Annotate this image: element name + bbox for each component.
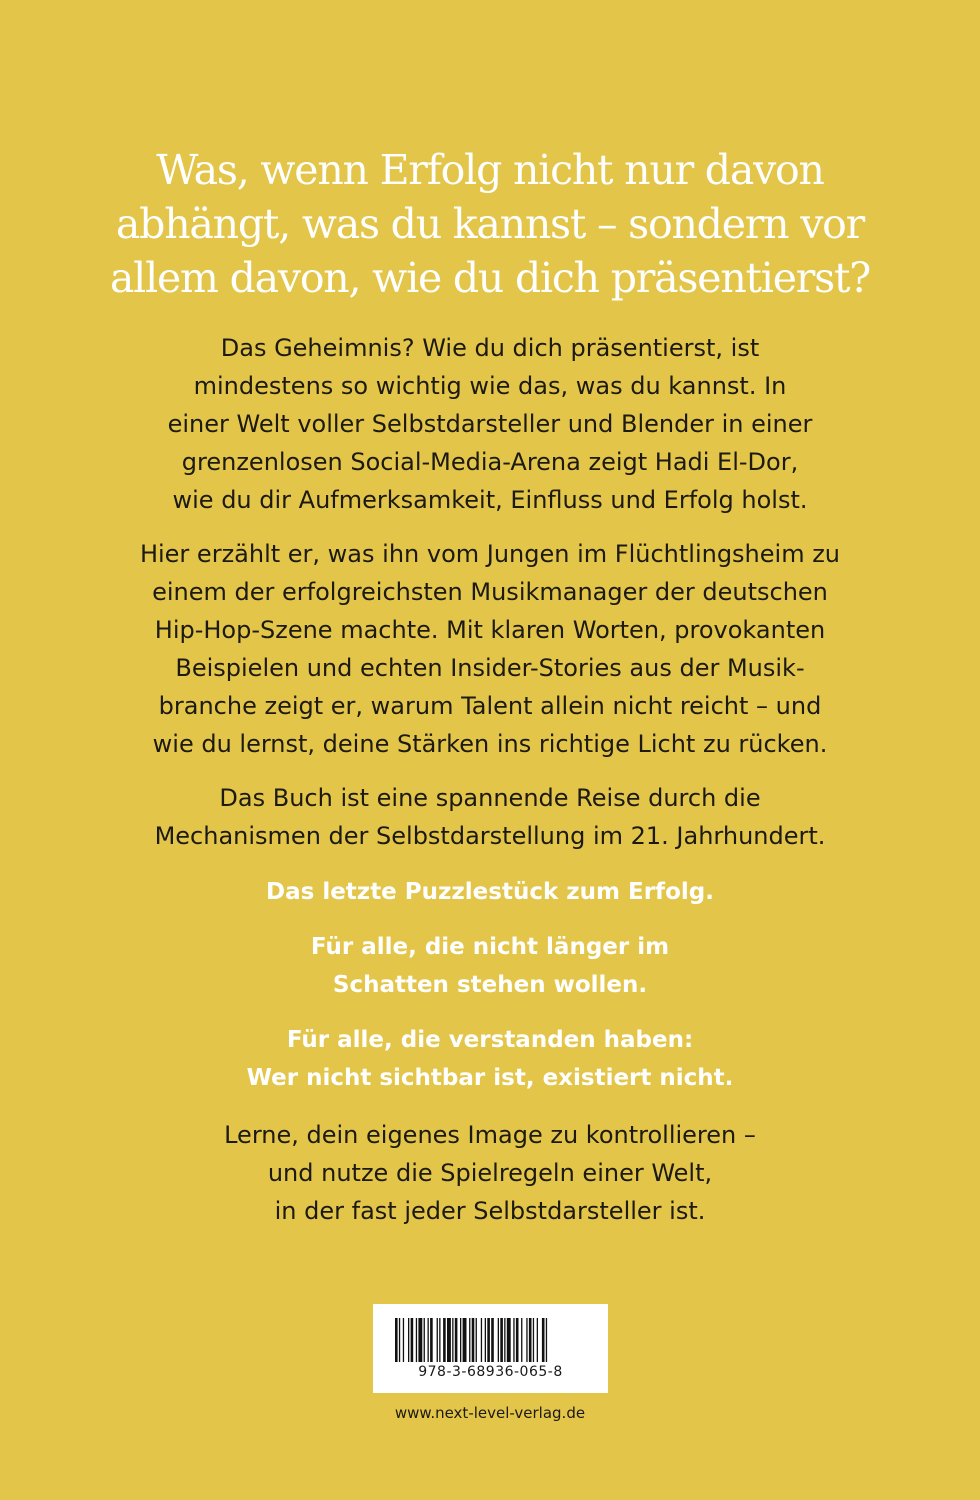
text-line: in der fast jeder Selbstdarsteller ist. <box>274 1197 706 1225</box>
closing-paragraph <box>60 1116 920 1230</box>
text-line: Für alle, die nicht länger im <box>310 934 670 960</box>
text-line: wie du dir Aufmerksamkeit, Einfluss und Erfolg holst. <box>172 486 808 514</box>
text-line: Das letzte Puzzlestück zum Erfolg. <box>266 879 714 905</box>
text-line: grenzenlosen Social-Media-Arena zeigt Hadi El-Dor, <box>181 448 799 476</box>
text-line: Beispielen und echten Insider-Stories aus der Musik- <box>175 654 805 682</box>
text-line: einer Welt voller Selbstdarsteller und Blender in einer <box>167 410 813 438</box>
headline-line: allem davon, wie du dich präsentierst? <box>109 254 871 302</box>
text-line: branche zeigt er, warum Talent allein nicht reicht – und <box>158 692 822 720</box>
intro-paragraph <box>60 329 920 519</box>
text-line: Mechanismen der Selbstdarstellung im 21. Jahrhundert. <box>154 822 826 850</box>
text-line: Das Buch ist eine spannende Reise durch die <box>219 784 761 812</box>
barcode <box>373 1304 608 1393</box>
text-line: Hier erzählt er, was ihn vom Jungen im Flüchtlingsheim zu <box>139 540 841 568</box>
text-line: wie du lernst, deine Stärken ins richtige Licht zu rücken. <box>152 730 828 758</box>
highlight-shadow <box>60 928 920 1004</box>
story-paragraph <box>60 535 920 763</box>
headline-line: Was, wenn Erfolg nicht nur davon <box>156 146 824 194</box>
text-line: Lerne, dein eigenes Image zu kontrollieren – <box>224 1121 756 1149</box>
highlight-visible <box>60 1021 920 1097</box>
text-line: mindestens so wichtig wie das, was du kannst. In <box>193 372 787 400</box>
headline <box>60 143 920 305</box>
text-line: Das Geheimnis? Wie du dich präsentierst, ist <box>220 334 760 362</box>
text-line: und nutze die Spielregeln einer Welt, <box>267 1159 713 1187</box>
highlight-puzzle <box>60 873 920 911</box>
headline-line: abhängt, was du kannst – sondern vor <box>115 200 865 248</box>
text-line: einem der erfolgreichsten Musikmanager der deutschen <box>152 578 828 606</box>
text-line: Hip-Hop-Szene machte. Mit klaren Worten, provokanten <box>154 616 826 644</box>
text-line: Für alle, die verstanden haben: <box>286 1027 694 1053</box>
text-line: Wer nicht sichtbar ist, existiert nicht. <box>246 1065 734 1091</box>
summary-paragraph <box>60 779 920 855</box>
publisher-website: www.next-level-verlag.de <box>394 1404 586 1422</box>
isbn-number: 978-3-68936-065-8 <box>418 1364 563 1380</box>
text-line: Schatten stehen wollen. <box>332 972 648 998</box>
barcode-bars-icon <box>395 1318 586 1362</box>
